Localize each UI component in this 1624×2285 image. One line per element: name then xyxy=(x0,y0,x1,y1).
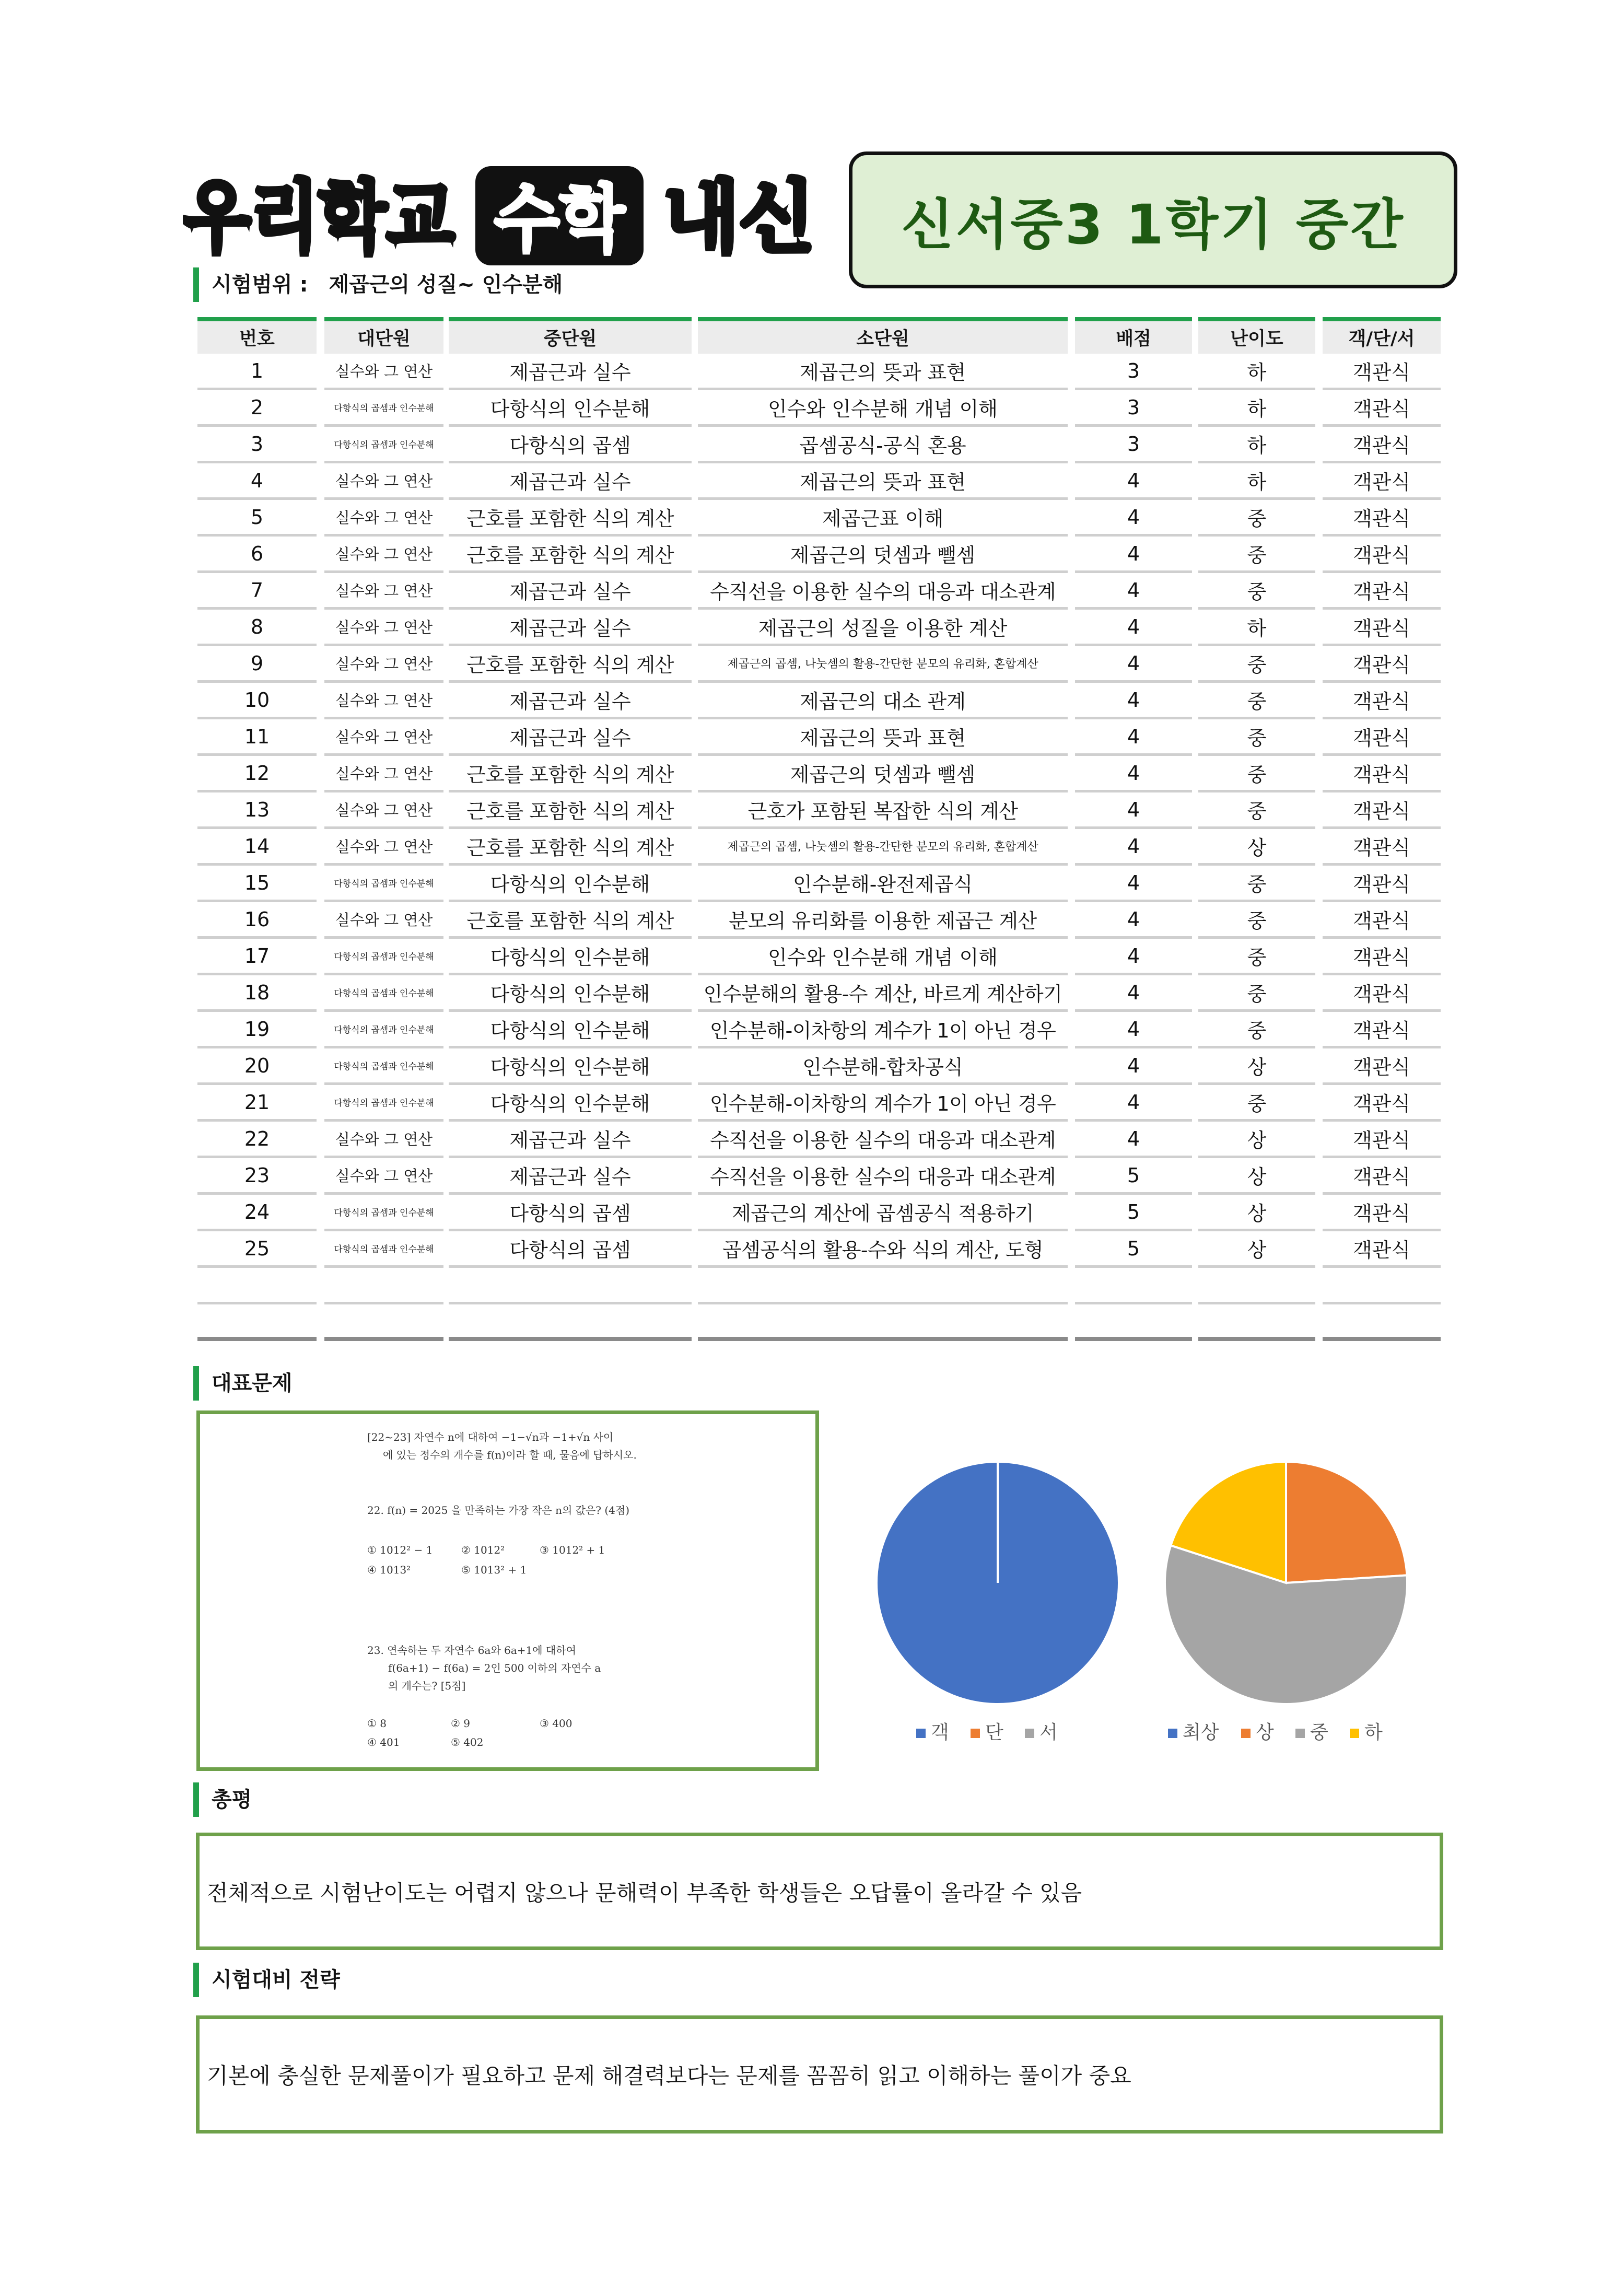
problem-22-choice-4: ④ 1013² xyxy=(367,1564,411,1576)
table-row xyxy=(197,1195,1441,1231)
legend-label: 단 xyxy=(985,1722,1003,1743)
exam-range-value: 제곱근의 성질~ 인수분해 xyxy=(329,273,563,297)
cell-type: 객관식 xyxy=(1323,1048,1441,1085)
exam-title: 신서중3 1학기 중간 xyxy=(901,193,1405,257)
cell-middle-unit: 제곱근과 실수 xyxy=(449,683,692,719)
cell-difficulty: 중 xyxy=(1198,646,1315,683)
review-box xyxy=(196,1833,1443,1950)
cell-minor-unit: 분모의 유리화를 이용한 제곱근 계산 xyxy=(698,902,1068,939)
cell-minor-unit: 제곱근의 곱셈, 나눗셈의 활용-간단한 분모의 유리화, 혼합계산 xyxy=(698,646,1068,683)
cell-major-unit: 실수와 그 연산 xyxy=(324,573,443,610)
cell-difficulty: 하 xyxy=(1198,354,1315,390)
cell-middle-unit: 다항식의 인수분해 xyxy=(449,390,692,427)
header-minor-unit: 소단원 xyxy=(698,317,1068,354)
cell-difficulty: 중 xyxy=(1198,500,1315,537)
cell-minor-unit: 인수분해-완전제곱식 xyxy=(698,866,1068,902)
cell-number: 18 xyxy=(197,975,317,1012)
cell-number: 12 xyxy=(197,756,317,792)
table-row xyxy=(197,829,1441,866)
legend-swatch xyxy=(1350,1729,1359,1738)
cell-major-unit: 다항식의 곱셈과 인수분해 xyxy=(324,1085,443,1122)
cell-type: 객관식 xyxy=(1323,719,1441,756)
cell-middle-unit: 근호를 포함한 식의 계산 xyxy=(449,792,692,829)
cell-middle-unit: 근호를 포함한 식의 계산 xyxy=(449,756,692,792)
legend-label: 서 xyxy=(1039,1722,1058,1743)
strategy-label: 시험대비 전략 xyxy=(193,1963,340,1997)
cell-middle-unit: 근호를 포함한 식의 계산 xyxy=(449,902,692,939)
problem-23-question-line-3: 의 개수는? [5점] xyxy=(388,1680,466,1692)
cell-major-unit: 다항식의 곱셈과 인수분해 xyxy=(324,1231,443,1268)
problem-23-choice-4: ④ 401 xyxy=(367,1736,400,1748)
problem-23-question-line-2: f(6a+1) − f(6a) = 2인 500 이하의 자연수 a xyxy=(388,1662,601,1674)
header-difficulty: 난이도 xyxy=(1198,317,1315,354)
review-text: 전체적으로 시험난이도는 어렵지 않으나 문해력이 부족한 학생들은 오답률이 올라갈 수 있음 xyxy=(207,1880,1082,1906)
table-row xyxy=(197,1048,1441,1085)
problem-23-question-line-1: 23. 연속하는 두 자연수 6a와 6a+1에 대하여 xyxy=(367,1644,576,1657)
cell-major-unit: 다항식의 곱셈과 인수분해 xyxy=(324,390,443,427)
cell-middle-unit: 제곱근과 실수 xyxy=(449,1122,692,1158)
cell-points: 4 xyxy=(1075,1085,1192,1122)
cell-number: 5 xyxy=(197,500,317,537)
cell-number: 16 xyxy=(197,902,317,939)
legend-item xyxy=(916,1722,949,1743)
cell-points: 4 xyxy=(1075,756,1192,792)
cell-empty xyxy=(1198,1304,1315,1341)
cell-empty xyxy=(449,1268,692,1304)
cell-minor-unit: 제곱근의 곱셈, 나눗셈의 활용-간단한 분모의 유리화, 혼합계산 xyxy=(698,829,1068,866)
cell-major-unit: 실수와 그 연산 xyxy=(324,537,443,573)
cell-empty xyxy=(1323,1304,1441,1341)
cell-number: 21 xyxy=(197,1085,317,1122)
cell-major-unit: 실수와 그 연산 xyxy=(324,792,443,829)
cell-major-unit: 실수와 그 연산 xyxy=(324,1158,443,1195)
cell-middle-unit: 근호를 포함한 식의 계산 xyxy=(449,500,692,537)
cell-difficulty: 상 xyxy=(1198,829,1315,866)
legend-swatch xyxy=(916,1729,926,1738)
cell-difficulty: 상 xyxy=(1198,1048,1315,1085)
legend-label: 하 xyxy=(1364,1722,1383,1743)
exam-range xyxy=(193,267,563,302)
header-number: 번호 xyxy=(197,317,317,354)
cell-minor-unit: 제곱근의 대소 관계 xyxy=(698,683,1068,719)
cell-major-unit: 실수와 그 연산 xyxy=(324,829,443,866)
cell-minor-unit: 수직선을 이용한 실수의 대응과 대소관계 xyxy=(698,1158,1068,1195)
table-row xyxy=(197,1231,1441,1268)
cell-number: 24 xyxy=(197,1195,317,1231)
legend-item xyxy=(1295,1722,1328,1743)
cell-points: 4 xyxy=(1075,463,1192,500)
problem-intro-line-1: [22~23] 자연수 n에 대하여 −1−√n과 −1+√n 사이 xyxy=(367,1431,614,1443)
legend-item xyxy=(971,1722,1003,1743)
cell-points: 5 xyxy=(1075,1195,1192,1231)
cell-major-unit: 실수와 그 연산 xyxy=(324,610,443,646)
cell-points: 4 xyxy=(1075,1122,1192,1158)
problem-intro-line-2: 에 있는 정수의 개수를 f(n)이라 할 때, 물음에 답하시오. xyxy=(383,1449,637,1461)
cell-number: 17 xyxy=(197,939,317,975)
cell-number: 11 xyxy=(197,719,317,756)
type-pie-chart xyxy=(857,1431,1139,1766)
problem-23-choice-5: ⑤ 402 xyxy=(451,1736,484,1748)
table-row xyxy=(197,463,1441,500)
difficulty-pie-chart xyxy=(1139,1431,1452,1766)
cell-middle-unit: 다항식의 인수분해 xyxy=(449,975,692,1012)
cell-number: 22 xyxy=(197,1122,317,1158)
table-row xyxy=(197,610,1441,646)
cell-middle-unit: 다항식의 인수분해 xyxy=(449,1085,692,1122)
legend-label: 중 xyxy=(1310,1722,1328,1743)
table-row xyxy=(197,792,1441,829)
cell-points: 4 xyxy=(1075,683,1192,719)
legend-label: 객 xyxy=(931,1722,949,1743)
cell-difficulty: 중 xyxy=(1198,683,1315,719)
cell-points: 3 xyxy=(1075,354,1192,390)
cell-number: 25 xyxy=(197,1231,317,1268)
cell-difficulty: 상 xyxy=(1198,1195,1315,1231)
problem-23-choice-3: ③ 400 xyxy=(540,1717,573,1730)
cell-number: 15 xyxy=(197,866,317,902)
problem-22-choice-3: ③ 1012² + 1 xyxy=(540,1544,605,1556)
cell-middle-unit: 다항식의 곱셈 xyxy=(449,1231,692,1268)
cell-number: 23 xyxy=(197,1158,317,1195)
table-row xyxy=(197,1085,1441,1122)
review-label: 총평 xyxy=(193,1782,252,1817)
cell-points: 4 xyxy=(1075,646,1192,683)
cell-number: 1 xyxy=(197,354,317,390)
strategy-text: 기본에 충실한 문제풀이가 필요하고 문제 해결력보다는 문제를 꼼꼼히 읽고 이해하는 풀이가 중요 xyxy=(207,2063,1131,2089)
cell-minor-unit: 수직선을 이용한 실수의 대응과 대소관계 xyxy=(698,573,1068,610)
cell-minor-unit: 인수와 인수분해 개념 이해 xyxy=(698,390,1068,427)
cell-type: 객관식 xyxy=(1323,1085,1441,1122)
cell-major-unit: 다항식의 곱셈과 인수분해 xyxy=(324,1048,443,1085)
cell-type: 객관식 xyxy=(1323,1195,1441,1231)
cell-number: 6 xyxy=(197,537,317,573)
cell-middle-unit: 근호를 포함한 식의 계산 xyxy=(449,829,692,866)
legend-swatch xyxy=(1295,1729,1305,1738)
cell-type: 객관식 xyxy=(1323,537,1441,573)
cell-points: 4 xyxy=(1075,792,1192,829)
cell-minor-unit: 곱셈공식의 활용-수와 식의 계산, 도형 xyxy=(698,1231,1068,1268)
cell-type: 객관식 xyxy=(1323,939,1441,975)
legend-item xyxy=(1241,1722,1274,1743)
cell-minor-unit: 제곱근의 뜻과 표현 xyxy=(698,354,1068,390)
cell-empty xyxy=(197,1304,317,1341)
cell-number: 9 xyxy=(197,646,317,683)
cell-middle-unit: 제곱근과 실수 xyxy=(449,610,692,646)
table-row xyxy=(197,1158,1441,1195)
cell-points: 4 xyxy=(1075,1048,1192,1085)
cell-empty xyxy=(1198,1268,1315,1304)
cell-major-unit: 실수와 그 연산 xyxy=(324,756,443,792)
cell-points: 5 xyxy=(1075,1231,1192,1268)
cell-middle-unit: 다항식의 인수분해 xyxy=(449,1048,692,1085)
cell-minor-unit: 제곱근의 덧셈과 뺄셈 xyxy=(698,756,1068,792)
cell-minor-unit: 제곱근의 덧셈과 뺄셈 xyxy=(698,537,1068,573)
cell-minor-unit: 제곱근의 뜻과 표현 xyxy=(698,719,1068,756)
table-row xyxy=(197,1012,1441,1048)
cell-difficulty: 하 xyxy=(1198,610,1315,646)
cell-empty xyxy=(197,1268,317,1304)
cell-number: 4 xyxy=(197,463,317,500)
table-row xyxy=(197,390,1441,427)
header-type: 객/단/서 xyxy=(1323,317,1441,354)
table-row xyxy=(197,975,1441,1012)
cell-difficulty: 상 xyxy=(1198,1231,1315,1268)
cell-minor-unit: 제곱근표 이해 xyxy=(698,500,1068,537)
cell-type: 객관식 xyxy=(1323,573,1441,610)
header-middle-unit: 중단원 xyxy=(449,317,692,354)
cell-minor-unit: 인수분해의 활용-수 계산, 바르게 계산하기 xyxy=(698,975,1068,1012)
cell-type: 객관식 xyxy=(1323,646,1441,683)
cell-minor-unit: 제곱근의 계산에 곱셈공식 적용하기 xyxy=(698,1195,1068,1231)
cell-number: 19 xyxy=(197,1012,317,1048)
table-row xyxy=(197,1122,1441,1158)
cell-points: 4 xyxy=(1075,939,1192,975)
legend-item xyxy=(1025,1722,1058,1743)
cell-difficulty: 중 xyxy=(1198,537,1315,573)
cell-middle-unit: 근호를 포함한 식의 계산 xyxy=(449,537,692,573)
cell-major-unit: 실수와 그 연산 xyxy=(324,1122,443,1158)
cell-number: 3 xyxy=(197,427,317,463)
cell-type: 객관식 xyxy=(1323,975,1441,1012)
cell-points: 5 xyxy=(1075,1158,1192,1195)
cell-middle-unit: 다항식의 인수분해 xyxy=(449,1012,692,1048)
table-blank-row xyxy=(197,1268,1441,1304)
legend-swatch xyxy=(1025,1729,1034,1738)
cell-difficulty: 중 xyxy=(1198,902,1315,939)
cell-middle-unit: 다항식의 곱셈 xyxy=(449,427,692,463)
cell-difficulty: 상 xyxy=(1198,1158,1315,1195)
cell-points: 4 xyxy=(1075,1012,1192,1048)
table-row xyxy=(197,683,1441,719)
legend-swatch xyxy=(1168,1729,1177,1738)
cell-minor-unit: 근호가 포함된 복잡한 식의 계산 xyxy=(698,792,1068,829)
cell-number: 14 xyxy=(197,829,317,866)
cell-middle-unit: 제곱근과 실수 xyxy=(449,573,692,610)
cell-points: 4 xyxy=(1075,902,1192,939)
cell-type: 객관식 xyxy=(1323,1158,1441,1195)
cell-middle-unit: 근호를 포함한 식의 계산 xyxy=(449,646,692,683)
cell-major-unit: 다항식의 곱셈과 인수분해 xyxy=(324,1195,443,1231)
cell-empty xyxy=(449,1304,692,1341)
table-header-row xyxy=(197,317,1441,354)
cell-middle-unit: 제곱근과 실수 xyxy=(449,354,692,390)
brand-text-school: 우리학교 xyxy=(183,172,455,263)
cell-minor-unit: 인수와 인수분해 개념 이해 xyxy=(698,939,1068,975)
cell-minor-unit: 인수분해-이차항의 계수가 1이 아닌 경우 xyxy=(698,1085,1068,1122)
cell-major-unit: 다항식의 곱셈과 인수분해 xyxy=(324,939,443,975)
cell-major-unit: 다항식의 곱셈과 인수분해 xyxy=(324,1012,443,1048)
cell-empty xyxy=(1075,1304,1192,1341)
table-row xyxy=(197,573,1441,610)
problem-22-choice-5: ⑤ 1013² + 1 xyxy=(461,1564,527,1576)
cell-type: 객관식 xyxy=(1323,866,1441,902)
problem-22-choice-1: ① 1012² − 1 xyxy=(367,1544,433,1556)
table-row xyxy=(197,500,1441,537)
cell-difficulty: 중 xyxy=(1198,1085,1315,1122)
cell-middle-unit: 제곱근과 실수 xyxy=(449,719,692,756)
legend-swatch xyxy=(971,1729,980,1738)
cell-points: 4 xyxy=(1075,975,1192,1012)
representative-label: 대표문제 xyxy=(193,1366,293,1401)
pie-slice-1 xyxy=(1286,1462,1407,1583)
brand-text-naesin: 내신 xyxy=(663,172,815,263)
cell-difficulty: 하 xyxy=(1198,390,1315,427)
problem-22-choice-2: ② 1012² xyxy=(461,1544,505,1556)
table-row xyxy=(197,902,1441,939)
cell-type: 객관식 xyxy=(1323,390,1441,427)
cell-major-unit: 다항식의 곱셈과 인수분해 xyxy=(324,975,443,1012)
cell-difficulty: 중 xyxy=(1198,1012,1315,1048)
exam-range-label: 시험범위 : xyxy=(212,273,308,297)
cell-points: 4 xyxy=(1075,866,1192,902)
cell-major-unit: 실수와 그 연산 xyxy=(324,354,443,390)
cell-number: 10 xyxy=(197,683,317,719)
cell-type: 객관식 xyxy=(1323,829,1441,866)
cell-empty xyxy=(698,1304,1068,1341)
header-points: 배점 xyxy=(1075,317,1192,354)
cell-type: 객관식 xyxy=(1323,500,1441,537)
cell-major-unit: 실수와 그 연산 xyxy=(324,500,443,537)
cell-points: 4 xyxy=(1075,537,1192,573)
cell-difficulty: 중 xyxy=(1198,866,1315,902)
cell-major-unit: 실수와 그 연산 xyxy=(324,683,443,719)
legend-swatch xyxy=(1241,1729,1251,1738)
cell-middle-unit: 다항식의 곱셈 xyxy=(449,1195,692,1231)
cell-major-unit: 실수와 그 연산 xyxy=(324,902,443,939)
cell-major-unit: 다항식의 곱셈과 인수분해 xyxy=(324,866,443,902)
cell-points: 3 xyxy=(1075,390,1192,427)
cell-empty xyxy=(698,1268,1068,1304)
cell-middle-unit: 제곱근과 실수 xyxy=(449,1158,692,1195)
cell-minor-unit: 곱셈공식-공식 혼용 xyxy=(698,427,1068,463)
cell-major-unit: 실수와 그 연산 xyxy=(324,646,443,683)
cell-type: 객관식 xyxy=(1323,683,1441,719)
cell-minor-unit: 제곱근의 뜻과 표현 xyxy=(698,463,1068,500)
cell-difficulty: 중 xyxy=(1198,975,1315,1012)
cell-type: 객관식 xyxy=(1323,1122,1441,1158)
cell-difficulty: 하 xyxy=(1198,427,1315,463)
cell-type: 객관식 xyxy=(1323,792,1441,829)
cell-major-unit: 다항식의 곱셈과 인수분해 xyxy=(324,427,443,463)
cell-points: 4 xyxy=(1075,610,1192,646)
cell-number: 20 xyxy=(197,1048,317,1085)
cell-major-unit: 실수와 그 연산 xyxy=(324,719,443,756)
problem-23-choice-2: ② 9 xyxy=(451,1717,471,1730)
cell-difficulty: 중 xyxy=(1198,719,1315,756)
exam-title-badge xyxy=(849,151,1457,288)
cell-difficulty: 하 xyxy=(1198,463,1315,500)
cell-minor-unit: 제곱근의 성질을 이용한 계산 xyxy=(698,610,1068,646)
legend-item xyxy=(1168,1722,1219,1743)
cell-type: 객관식 xyxy=(1323,427,1441,463)
header-major-unit: 대단원 xyxy=(324,317,443,354)
table-row xyxy=(197,756,1441,792)
problem-22-question: 22. f(n) = 2025 을 만족하는 가장 작은 n의 값은? (4점) xyxy=(367,1504,630,1517)
table-row xyxy=(197,646,1441,683)
cell-middle-unit: 다항식의 인수분해 xyxy=(449,866,692,902)
table-row xyxy=(197,719,1441,756)
cell-type: 객관식 xyxy=(1323,756,1441,792)
representative-problem-box xyxy=(196,1410,819,1771)
cell-type: 객관식 xyxy=(1323,1012,1441,1048)
cell-difficulty: 중 xyxy=(1198,573,1315,610)
cell-type: 객관식 xyxy=(1323,1231,1441,1268)
cell-empty xyxy=(1323,1268,1441,1304)
cell-type: 객관식 xyxy=(1323,902,1441,939)
cell-points: 3 xyxy=(1075,427,1192,463)
cell-difficulty: 상 xyxy=(1198,1122,1315,1158)
strategy-box xyxy=(196,2015,1443,2134)
table-row xyxy=(197,427,1441,463)
table-row xyxy=(197,939,1441,975)
cell-middle-unit: 제곱근과 실수 xyxy=(449,463,692,500)
cell-difficulty: 중 xyxy=(1198,792,1315,829)
legend-label: 최상 xyxy=(1183,1722,1219,1743)
cell-points: 4 xyxy=(1075,573,1192,610)
table-row xyxy=(197,537,1441,573)
problem-23-choice-1: ① 8 xyxy=(367,1717,387,1730)
legend-label: 상 xyxy=(1256,1722,1274,1743)
cell-major-unit: 실수와 그 연산 xyxy=(324,463,443,500)
brand-logo xyxy=(183,166,825,265)
cell-number: 2 xyxy=(197,390,317,427)
cell-points: 4 xyxy=(1075,500,1192,537)
cell-empty xyxy=(324,1268,443,1304)
cell-empty xyxy=(1075,1268,1192,1304)
cell-type: 객관식 xyxy=(1323,463,1441,500)
cell-number: 7 xyxy=(197,573,317,610)
cell-difficulty: 중 xyxy=(1198,756,1315,792)
table-row xyxy=(197,866,1441,902)
cell-number: 8 xyxy=(197,610,317,646)
table-row xyxy=(197,354,1441,390)
cell-type: 객관식 xyxy=(1323,610,1441,646)
table-blank-row xyxy=(197,1304,1441,1341)
cell-points: 4 xyxy=(1075,829,1192,866)
legend-item xyxy=(1350,1722,1383,1743)
cell-type: 객관식 xyxy=(1323,354,1441,390)
cell-points: 4 xyxy=(1075,719,1192,756)
cell-number: 13 xyxy=(197,792,317,829)
cell-middle-unit: 다항식의 인수분해 xyxy=(449,939,692,975)
cell-empty xyxy=(324,1304,443,1341)
cell-minor-unit: 수직선을 이용한 실수의 대응과 대소관계 xyxy=(698,1122,1068,1158)
cell-difficulty: 중 xyxy=(1198,939,1315,975)
cell-minor-unit: 인수분해-이차항의 계수가 1이 아닌 경우 xyxy=(698,1012,1068,1048)
brand-text-math: 수학 xyxy=(494,177,626,262)
cell-minor-unit: 인수분해-합차공식 xyxy=(698,1048,1068,1085)
